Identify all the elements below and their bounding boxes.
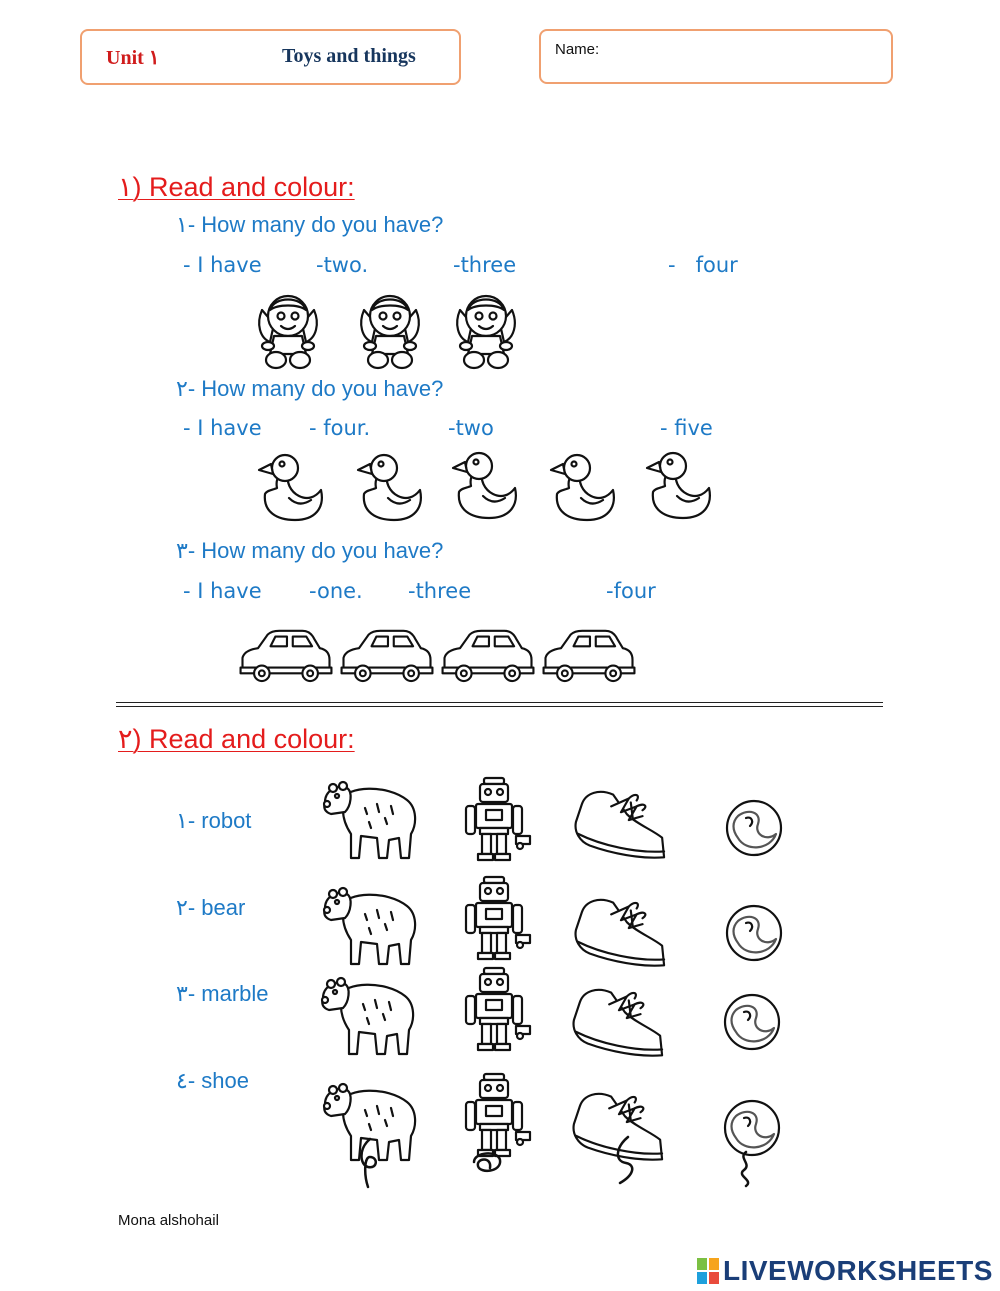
car-icon[interactable] <box>339 625 435 683</box>
q1-option-lead: - I have <box>183 253 262 277</box>
section-divider <box>116 702 883 703</box>
name-field[interactable] <box>539 29 893 84</box>
duck-icon[interactable] <box>449 446 521 522</box>
car-icon[interactable] <box>238 625 334 683</box>
car-icon[interactable] <box>440 625 536 683</box>
word-robot: ١- robot <box>176 808 252 833</box>
brand-name: LIVEWORKSHEETS <box>723 1255 993 1286</box>
car-icon[interactable] <box>541 625 637 683</box>
marble-icon[interactable] <box>724 798 784 858</box>
q2-option-five[interactable]: - five <box>660 416 713 440</box>
bear-icon[interactable] <box>320 884 420 966</box>
bear-icon[interactable] <box>320 778 420 860</box>
word-bear: ٢- bear <box>176 895 246 920</box>
q3-option-three[interactable]: -three <box>408 579 472 603</box>
robot-icon[interactable] <box>462 875 532 963</box>
duck-icon[interactable] <box>255 448 327 524</box>
unit-title: Toys and things <box>282 45 416 67</box>
q3-option-one[interactable]: -one. <box>309 579 363 603</box>
brand-logo[interactable] <box>697 1254 993 1288</box>
shoe-icon[interactable] <box>572 892 668 970</box>
question-2: ٢- How many do you have? <box>176 376 444 401</box>
robot-icon[interactable] <box>462 1072 532 1160</box>
q2-option-four[interactable]: - four. <box>309 416 371 440</box>
doll-icon[interactable] <box>451 288 521 368</box>
name-label: Name: <box>555 41 600 58</box>
section2-title: ٢) Read and colour: <box>118 724 355 754</box>
q1-option-three[interactable]: -three <box>453 253 517 277</box>
pen-mark <box>606 1135 646 1185</box>
q2-option-lead: - I have <box>183 416 262 440</box>
word-shoe: ٤- shoe <box>176 1068 249 1093</box>
unit-label: Unit ١ <box>106 47 160 69</box>
q3-option-lead: - I have <box>183 579 262 603</box>
section1-title: ١) Read and colour: <box>118 172 355 202</box>
question-1: ١- How many do you have? <box>176 212 444 237</box>
bear-icon[interactable] <box>318 974 418 1056</box>
section-divider <box>116 706 883 707</box>
author-credit: Mona alshohail <box>118 1212 219 1229</box>
robot-icon[interactable] <box>462 966 532 1054</box>
question-3: ٣- How many do you have? <box>176 538 444 563</box>
duck-icon[interactable] <box>643 446 715 522</box>
shoe-icon[interactable] <box>572 784 668 862</box>
shoe-icon[interactable] <box>570 982 666 1060</box>
doll-icon[interactable] <box>253 288 323 368</box>
brand-mark-icon <box>697 1258 719 1284</box>
doll-icon[interactable] <box>355 288 425 368</box>
pen-mark <box>350 1135 390 1190</box>
robot-icon[interactable] <box>462 776 532 864</box>
q3-option-four[interactable]: -four <box>606 579 656 603</box>
duck-icon[interactable] <box>354 448 426 524</box>
q2-option-two[interactable]: -two <box>448 416 494 440</box>
marble-icon[interactable] <box>722 992 782 1052</box>
pen-mark <box>734 1150 764 1190</box>
q1-option-two[interactable]: -two. <box>316 253 369 277</box>
word-marble: ٣- marble <box>176 981 269 1006</box>
duck-icon[interactable] <box>547 448 619 524</box>
q1-option-four[interactable]: - four <box>668 253 738 277</box>
marble-icon[interactable] <box>722 1098 782 1158</box>
pen-mark <box>468 1148 508 1178</box>
marble-icon[interactable] <box>724 903 784 963</box>
unit-header-box <box>80 29 461 85</box>
